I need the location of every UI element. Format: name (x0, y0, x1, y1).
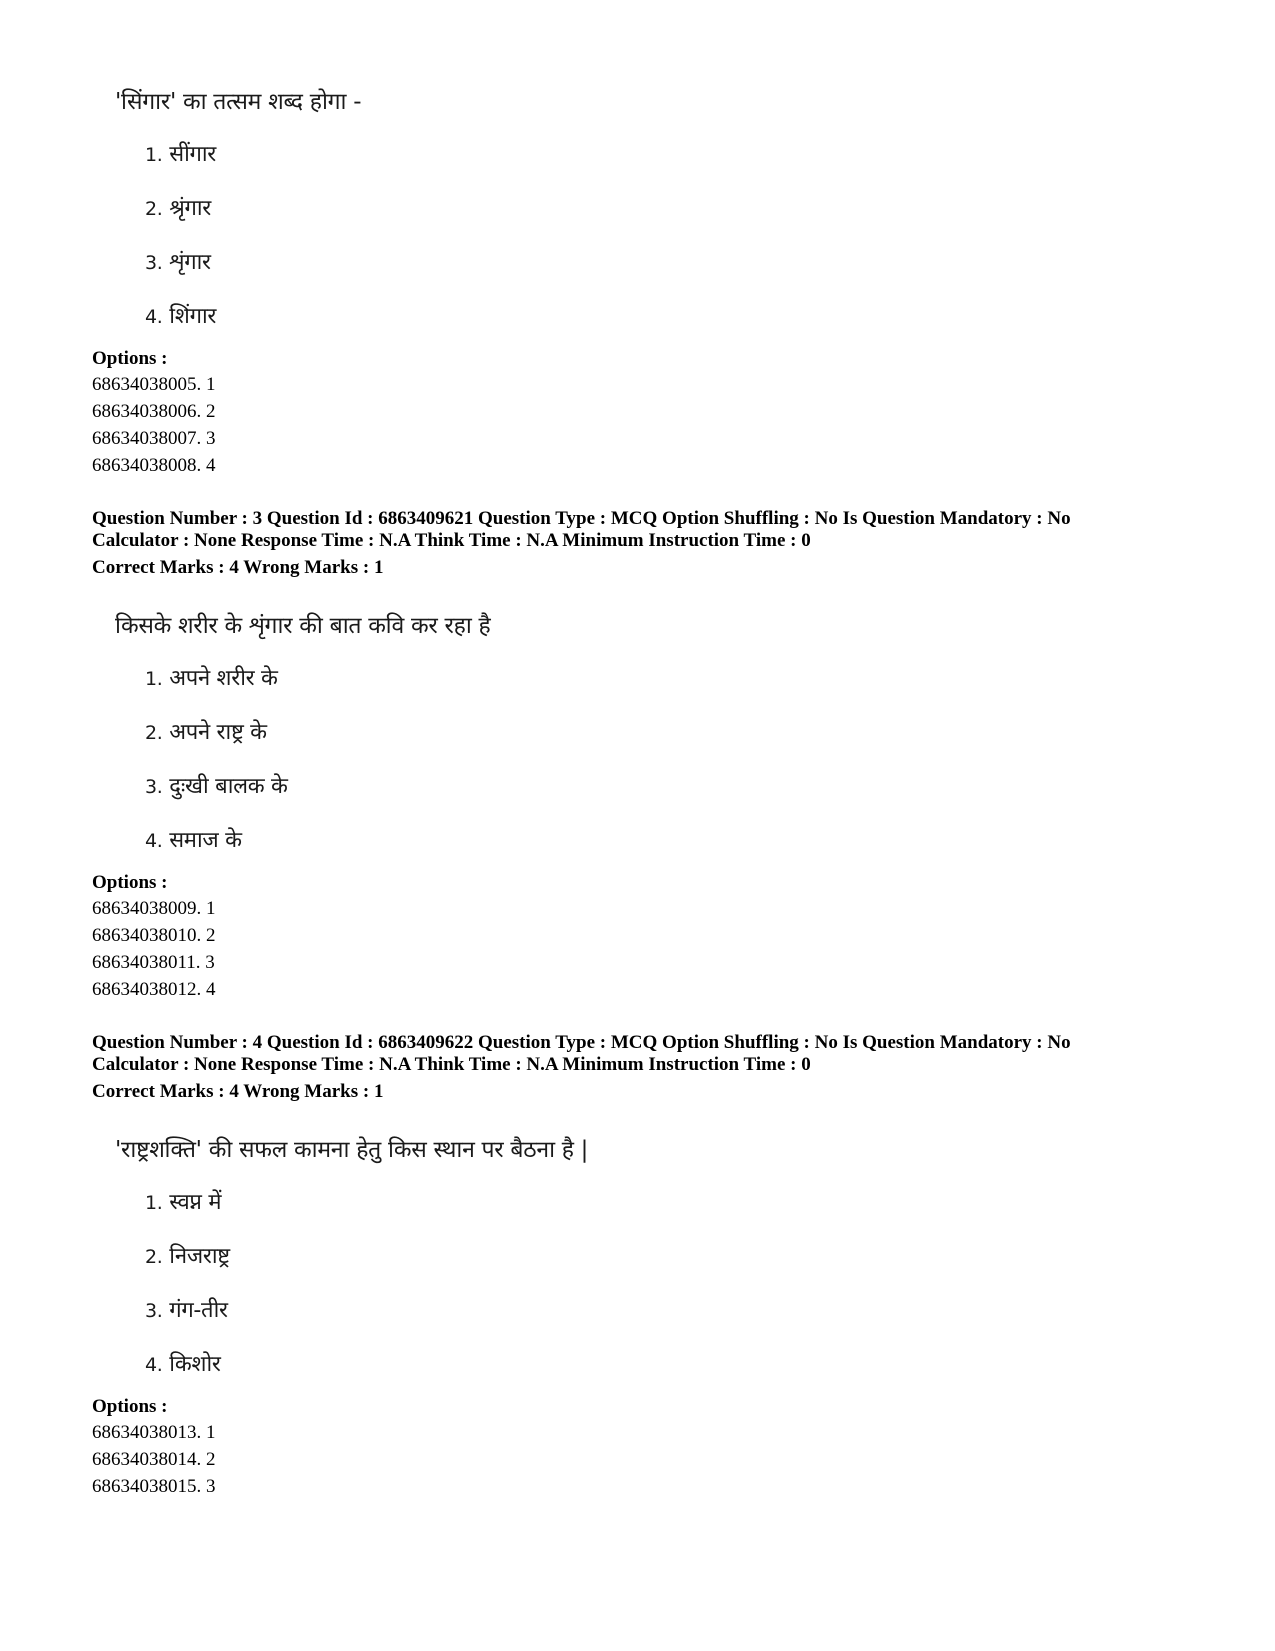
choice-4 (145, 300, 216, 330)
choice-text: अपने शरीर के (169, 666, 278, 691)
option-id: 68634038014. 2 (92, 1449, 216, 1470)
choice-number: 2. (145, 198, 163, 220)
question-header-line1: Question Number : 3 Question Id : 6863409621 Question Type : MCQ Option Shuffling : No Is Question Mandatory : No (92, 508, 1071, 529)
option-id: 68634038012. 4 (92, 979, 216, 1000)
choice-text: दुःखी बालक के (169, 774, 288, 799)
choice-text: गंग-तीर (169, 1298, 228, 1323)
choice-1 (145, 138, 216, 168)
option-id: 68634038008. 4 (92, 455, 216, 476)
choice-3 (145, 770, 288, 800)
question-header-line2: Calculator : None Response Time : N.A Think Time : N.A Minimum Instruction Time : 0 (92, 1054, 811, 1075)
choice-1 (145, 1186, 221, 1216)
choice-2 (145, 716, 267, 746)
choice-2 (145, 1240, 230, 1270)
options-label: Options : (92, 872, 168, 893)
choice-4 (145, 1348, 221, 1378)
choice-number: 1. (145, 1192, 163, 1214)
question-header-line1: Question Number : 4 Question Id : 6863409622 Question Type : MCQ Option Shuffling : No Is Question Mandatory : No (92, 1032, 1071, 1053)
choice-3 (145, 246, 211, 276)
choice-number: 1. (145, 144, 163, 166)
choice-text: किशोर (169, 1352, 221, 1377)
question-text: किसके शरीर के शृंगार की बात कवि कर रहा है (115, 613, 491, 639)
options-label: Options : (92, 348, 168, 369)
choice-number: 2. (145, 1246, 163, 1268)
option-id: 68634038010. 2 (92, 925, 216, 946)
choice-text: निजराष्ट्र (169, 1244, 230, 1269)
question-header-line2: Calculator : None Response Time : N.A Think Time : N.A Minimum Instruction Time : 0 (92, 530, 811, 551)
choice-2 (145, 192, 211, 222)
choice-number: 3. (145, 776, 163, 798)
option-id: 68634038015. 3 (92, 1476, 216, 1497)
option-id: 68634038006. 2 (92, 401, 216, 422)
choice-number: 4. (145, 830, 163, 852)
choice-text: समाज के (169, 828, 242, 853)
choice-1 (145, 662, 278, 692)
option-id: 68634038005. 1 (92, 374, 216, 395)
choice-text: अपने राष्ट्र के (169, 720, 267, 745)
choice-number: 1. (145, 668, 163, 690)
choice-number: 2. (145, 722, 163, 744)
choice-number: 3. (145, 1300, 163, 1322)
choice-number: 4. (145, 306, 163, 328)
choice-text: श्रृंगार (169, 196, 211, 221)
option-id: 68634038007. 3 (92, 428, 216, 449)
option-id: 68634038011. 3 (92, 952, 215, 973)
choice-text: शिंगार (169, 304, 217, 329)
choice-4 (145, 824, 242, 854)
choice-text: सींगार (169, 142, 216, 167)
question-text: 'राष्ट्रशक्ति' की सफल कामना हेतु किस स्थान पर बैठना है | (115, 1137, 589, 1163)
options-label: Options : (92, 1396, 168, 1417)
choice-number: 4. (145, 1354, 163, 1376)
choice-3 (145, 1294, 228, 1324)
choice-number: 3. (145, 252, 163, 274)
question-marks: Correct Marks : 4 Wrong Marks : 1 (92, 557, 384, 578)
choice-text: स्वप्न में (169, 1190, 222, 1215)
question-text: 'सिंगार' का तत्सम शब्द होगा - (115, 89, 362, 115)
option-id: 68634038009. 1 (92, 898, 216, 919)
option-id: 68634038013. 1 (92, 1422, 216, 1443)
question-marks: Correct Marks : 4 Wrong Marks : 1 (92, 1081, 384, 1102)
choice-text: शृंगार (169, 250, 211, 275)
